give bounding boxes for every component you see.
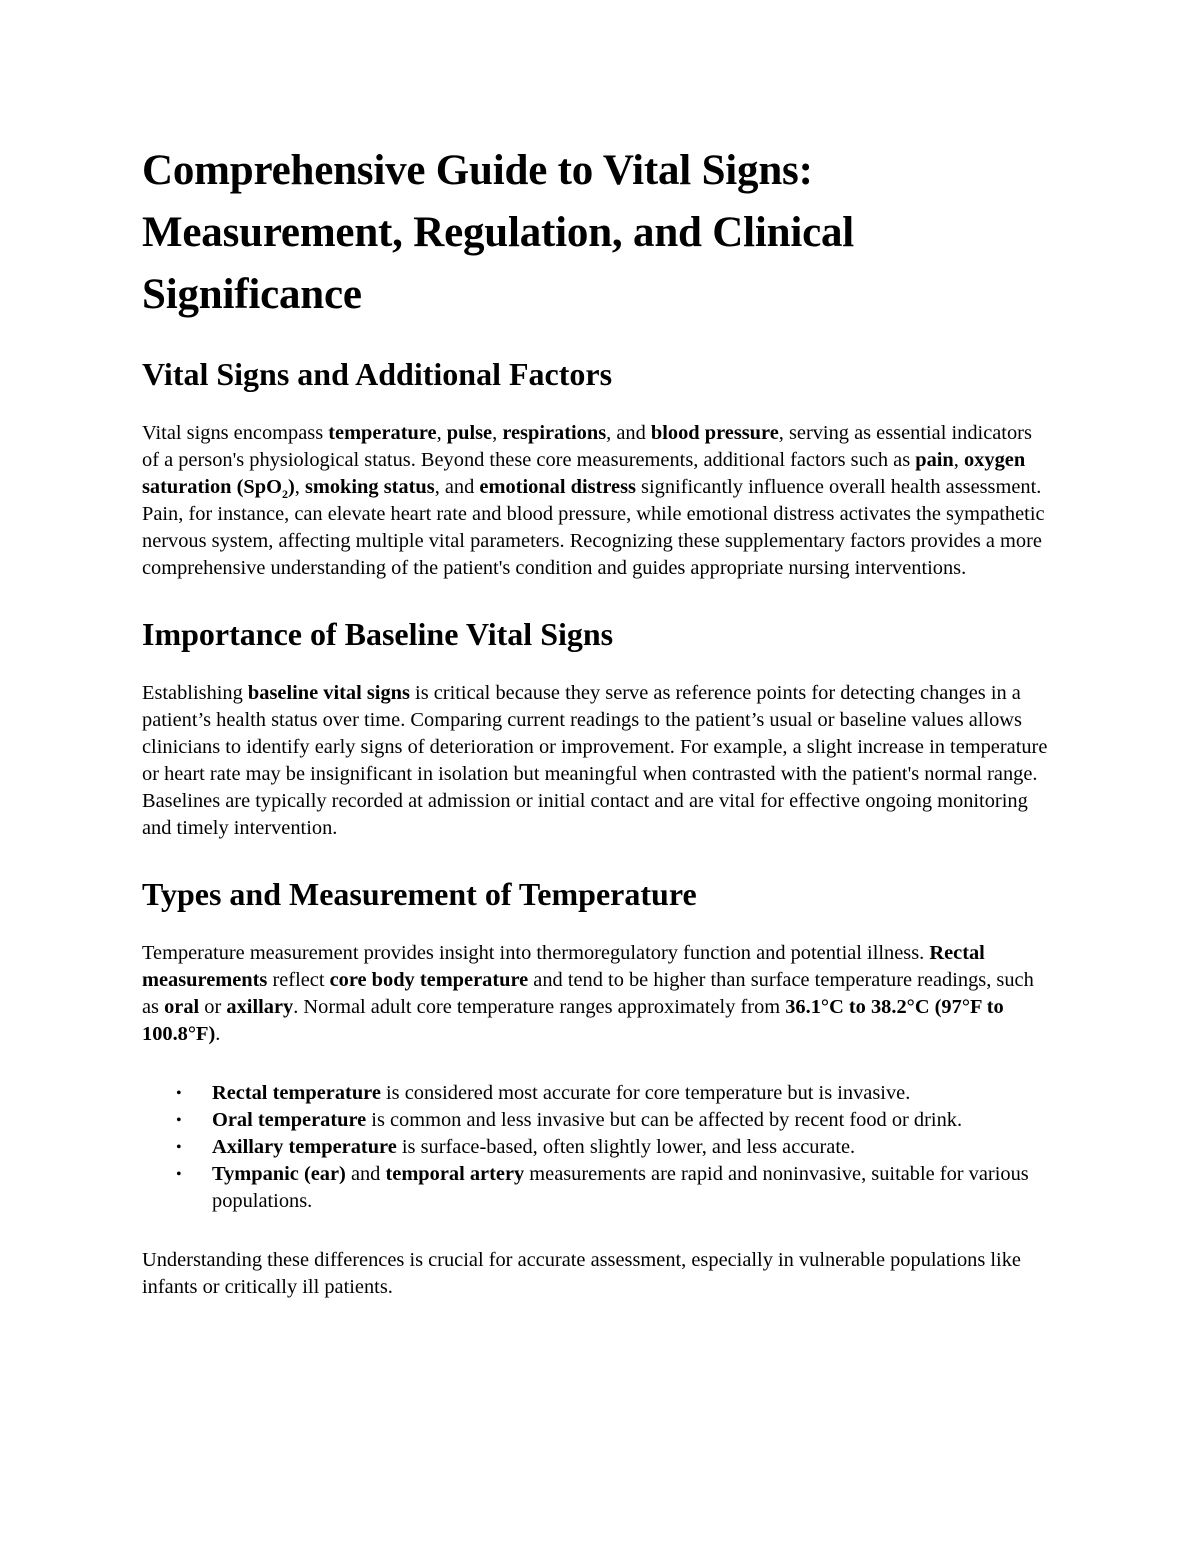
bold-run: temperature xyxy=(328,422,437,444)
text-run: , and xyxy=(606,422,651,444)
text-run: ) xyxy=(287,476,295,498)
bold-run: baseline vital signs xyxy=(247,682,410,704)
bold-run: emotional distress xyxy=(479,476,636,498)
bold-run: Rectal temperature xyxy=(212,1082,381,1104)
bullet-icon: • xyxy=(176,1085,182,1102)
text-run: and xyxy=(345,1163,386,1185)
bold-run: Rectal measurements xyxy=(142,942,985,991)
document-title: Comprehensive Guide to Vital Signs: Measurement, Regulation, and Clinical Significance xyxy=(142,147,855,318)
list-item xyxy=(176,1080,1050,1107)
bold-run: 36.1°C to 38.2°C (97°F to 100.8°F) xyxy=(142,996,1004,1045)
text-run: significantly influence overall health assessment. Pain, for instance, can elevate heart rate and blood pressure, while emotional distress activates the sympathetic nervous system, affecting multiple vital parameters. Recognizing these supplementary factors provides a more comprehensive understanding of the patient's condition and guides appropriate nursing interventions. xyxy=(142,476,1045,579)
bold-run: Tympanic (ear) xyxy=(212,1163,346,1185)
closing-paragraph: Understanding these differences is crucial for accurate assessment, especially in vulnerable populations like infants or critically ill patients. xyxy=(142,1249,1021,1298)
bold-run: Axillary temperature xyxy=(212,1136,397,1158)
bold-run: Oral temperature xyxy=(212,1109,367,1131)
bullet-icon: • xyxy=(176,1112,182,1129)
bullet-icon: • xyxy=(176,1139,182,1156)
text-run: Vital signs encompass xyxy=(142,422,329,444)
section-heading-vital-signs: Vital Signs and Additional Factors xyxy=(142,356,613,392)
text-run: reflect xyxy=(267,969,330,991)
text-run: and tend to be higher than surface temperature readings, such as xyxy=(142,969,1034,1018)
text-run: Temperature measurement provides insight into thermoregulatory function and potential illness. xyxy=(142,942,930,964)
list-item xyxy=(176,1134,1050,1161)
subscript: 2 xyxy=(281,487,288,502)
text-run: . xyxy=(215,1023,221,1045)
text-run: is critical because they serve as reference points for detecting changes in a patient’s health status over time. Comparing current readings to the patient’s usual or baseline values allows clinicians to identify early signs of deterioration or improvement. For example, a slight increase in temperature or heart rate may be insignificant in isolation but meaningful when contrasted with the patient's normal range. Baselines are typically recorded at admission or initial contact and are vital for effective ongoing monitoring and timely intervention. xyxy=(142,682,1048,839)
text-run: Establishing xyxy=(142,682,248,704)
section-paragraph-temperature xyxy=(142,940,1050,1048)
text-run: , xyxy=(492,422,503,444)
section-heading-baseline: Importance of Baseline Vital Signs xyxy=(142,616,614,652)
text-run: or xyxy=(199,996,227,1018)
text-run: , xyxy=(294,476,305,498)
text-run: measurements are rapid and noninvasive, suitable for various populations. xyxy=(212,1163,1029,1212)
text-run: is surface-based, often slightly lower, and less accurate. xyxy=(396,1136,856,1158)
bold-run: temporal artery xyxy=(385,1163,525,1185)
bold-run: respirations xyxy=(502,422,607,444)
bold-run: core body temperature xyxy=(329,969,529,991)
text-run: oxygen saturation (SpO xyxy=(142,449,1026,498)
bold-run: pain xyxy=(915,449,954,471)
bold-run: smoking status xyxy=(304,476,435,498)
text-run: , xyxy=(436,422,447,444)
text-run: , serving as essential indicators of a person's physiological status. Beyond these core measurements, additional factors such as xyxy=(142,422,1032,471)
text-run: , xyxy=(953,449,964,471)
text-run: . Normal adult core temperature ranges approximately from xyxy=(293,996,786,1018)
section-paragraph-baseline xyxy=(142,680,1050,842)
text-run: , and xyxy=(434,476,480,498)
bold-run: blood pressure xyxy=(650,422,779,444)
section-paragraph-vital-signs xyxy=(142,420,1050,582)
bullet-icon: • xyxy=(176,1166,182,1183)
bold-run: oral xyxy=(164,996,200,1018)
text-run: is common and less invasive but can be affected by recent food or drink. xyxy=(366,1109,963,1131)
temperature-bullet-list xyxy=(142,1080,1050,1215)
bold-run: axillary xyxy=(226,996,294,1018)
section-heading-temperature: Types and Measurement of Temperature xyxy=(142,876,697,912)
list-item xyxy=(176,1161,1050,1215)
text-run: is considered most accurate for core temperature but is invasive. xyxy=(380,1082,911,1104)
bold-run: pulse xyxy=(446,422,493,444)
list-item xyxy=(176,1107,1050,1134)
